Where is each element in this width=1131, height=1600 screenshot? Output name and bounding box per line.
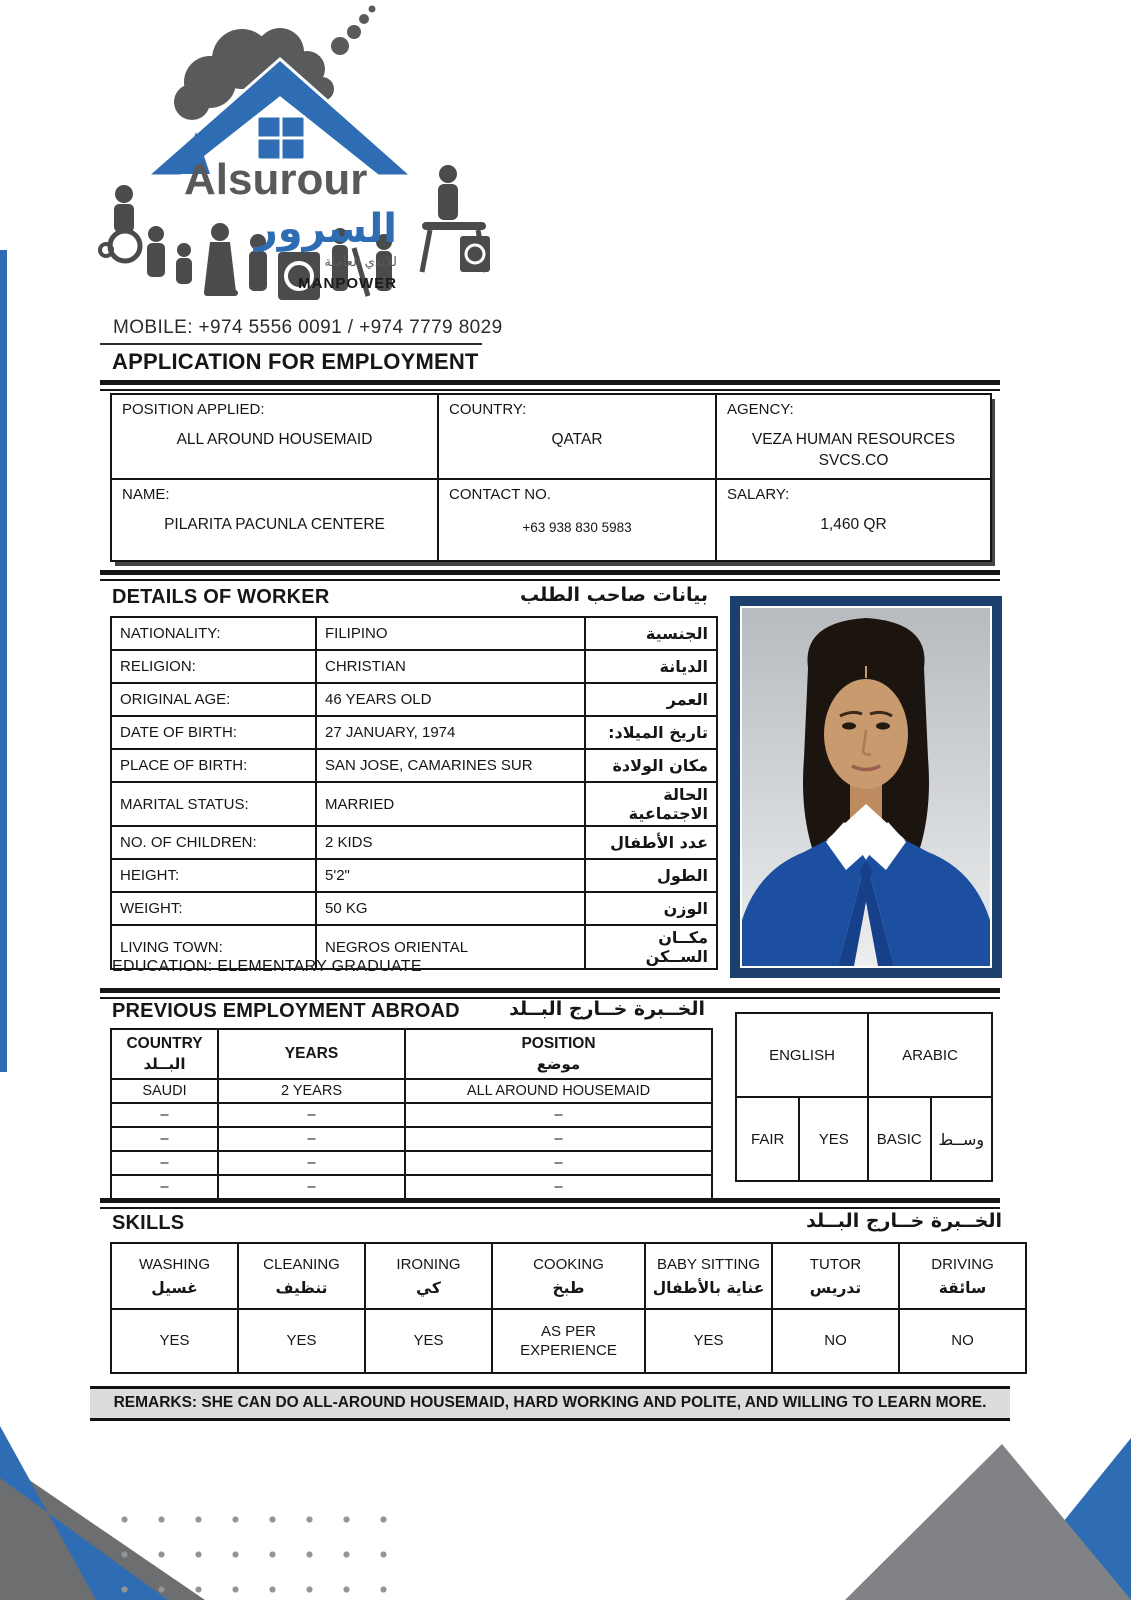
details-row [111,716,717,749]
skill-name: TUTOR [809,1255,862,1273]
agency-field [716,394,991,479]
skill-name: DRIVING [931,1255,994,1273]
skill-name-arabic: طبخ [552,1278,585,1297]
employment-row [111,1151,712,1175]
dot-grid-pattern [98,1494,398,1598]
employment-col-position [405,1029,712,1079]
brand-manpower-text: MANPOWER [298,275,397,292]
skill-value: YES [111,1309,238,1373]
brand-latin-text: Alsurour [184,155,368,204]
field-label: COUNTRY: [449,401,527,418]
worker-portrait-image [742,608,990,966]
field-label: SALARY: [727,485,790,503]
employment-cell: ALL AROUND HOUSEMAID [405,1079,712,1103]
skill-header [492,1243,645,1309]
employment-row [111,1079,712,1103]
field-value: +63 938 830 5983 [522,519,632,535]
employment-cell: – [218,1127,405,1151]
skill-value: NO [899,1309,1026,1373]
skill-name-arabic: سائقة [938,1278,987,1297]
skill-value: YES [238,1309,365,1373]
employment-cell: – [405,1151,712,1175]
arabic-label: ARABIC [868,1013,992,1097]
detail-value: MARRIED [316,782,585,826]
details-row [111,859,717,892]
skill-value: AS PER EXPERIENCE [492,1309,645,1373]
details-table [110,616,718,970]
detail-arabic: تاريخ الميلاد: [585,716,717,749]
arabic-level-arabic: وســط [931,1097,993,1181]
title-rule [100,380,1000,391]
skill-header [238,1243,365,1309]
name-field [111,479,438,561]
page-title: APPLICATION FOR EMPLOYMENT [112,349,479,374]
employment-section-title-arabic: الخــبرة خــارج البــلد [509,998,705,1020]
employment-section-title: PREVIOUS EMPLOYMENT ABROAD [112,1000,460,1022]
employment-cell: – [218,1151,405,1175]
employment-cell: 2 YEARS [218,1079,405,1103]
detail-label: PLACE OF BIRTH: [111,749,316,782]
skill-header [111,1243,238,1309]
brand-arabic-text: السرور [254,206,397,252]
field-value: VEZA HUMAN RESOURCES SVCS.CO [751,431,956,469]
detail-value: 2 KIDS [316,826,585,859]
employment-cell: – [111,1127,218,1151]
skill-header [365,1243,492,1309]
employment-row [111,1127,712,1151]
skill-name-arabic: تدريس [809,1278,862,1297]
english-value: YES [799,1097,868,1181]
field-value: ALL AROUND HOUSEMAID [176,431,373,448]
skill-name-arabic: عناية بالأطفال [652,1278,765,1297]
detail-value: NEGROS ORIENTAL [316,925,585,969]
field-label: AGENCY: [727,401,794,418]
field-label: NAME: [122,485,170,503]
employment-cell: – [111,1151,218,1175]
skill-value: YES [645,1309,772,1373]
details-section-rule [100,570,1000,581]
detail-arabic: الحالة الاجتماعية [585,782,717,826]
employment-cell: – [405,1103,712,1127]
field-value: 1,460 QR [820,515,887,533]
english-level: FAIR [736,1097,799,1181]
summary-row [111,479,991,561]
summary-row [111,394,991,479]
detail-label: RELIGION: [111,650,316,683]
detail-label: ORIGINAL AGE: [111,683,316,716]
detail-arabic: الديانة [585,650,717,683]
detail-value: 27 JANUARY, 1974 [316,716,585,749]
details-section-title: DETAILS OF WORKER [112,586,330,608]
left-accent-stripe [0,250,7,1072]
employment-row [111,1175,712,1199]
detail-value: 5'2" [316,859,585,892]
skill-header [645,1243,772,1309]
arabic-level: BASIC [868,1097,931,1181]
employment-cell: – [405,1127,712,1151]
skill-name-arabic: غسيل [151,1278,198,1297]
detail-value: 50 KG [316,892,585,925]
employment-cell: – [405,1175,712,1199]
field-value: QATAR [551,431,603,448]
detail-label: WEIGHT: [111,892,316,925]
contact-field [438,479,716,561]
detail-label: DATE OF BIRTH: [111,716,316,749]
logo-graphic [92,4,492,314]
employment-cell: – [111,1175,218,1199]
languages-table [735,1012,993,1182]
employment-col-country [111,1029,218,1079]
skill-header [772,1243,899,1309]
detail-arabic: مكان الولادة [585,749,717,782]
salary-field [716,479,991,561]
remarks-bar: REMARKS: SHE CAN DO ALL-AROUND HOUSEMAID, HARD WORKING AND POLITE, AND WILLING TO LEARN MORE. [90,1386,1010,1421]
detail-value: 46 YEARS OLD [316,683,585,716]
detail-value: CHRISTIAN [316,650,585,683]
skill-name-arabic: تنظيف [275,1278,328,1297]
detail-value: FILIPINO [316,617,585,650]
brand-tagline-arabic: للايدي العاملة [324,255,397,270]
details-row [111,826,717,859]
skill-name: WASHING [138,1255,211,1273]
detail-arabic: الجنسية [585,617,717,650]
skills-value-row [111,1309,1026,1373]
skill-value: NO [772,1309,899,1373]
mobile-number: MOBILE: +974 5556 0091 / +974 7779 8029 [113,317,503,338]
field-label: CONTACT NO. [449,485,551,503]
detail-label: MARITAL STATUS: [111,782,316,826]
skill-name: COOKING [533,1255,604,1273]
skills-section-title: SKILLS [112,1212,185,1234]
skill-name: BABY SITTING [656,1255,761,1273]
country-field [438,394,716,479]
field-label: POSITION APPLIED: [122,401,265,418]
skill-name: CLEANING [263,1255,340,1273]
details-row [111,892,717,925]
summary-table [110,393,992,562]
employment-cell: – [111,1103,218,1127]
mobile-underline [100,343,482,345]
skill-header [899,1243,1026,1309]
detail-label: HEIGHT: [111,859,316,892]
agency-logo [92,4,492,314]
skills-header-row [111,1243,1026,1309]
detail-arabic: مكــان الســكن [585,925,717,969]
employment-cell: – [218,1103,405,1127]
details-row [111,650,717,683]
employment-cell: SAUDI [111,1079,218,1103]
col-label: POSITION [521,1035,596,1052]
col-label: YEARS [284,1045,339,1062]
details-row [111,749,717,782]
detail-arabic: الوزن [585,892,717,925]
detail-arabic: العمر [585,683,717,716]
employment-row [111,1103,712,1127]
detail-value: SAN JOSE, CAMARINES SUR [316,749,585,782]
field-value: PILARITA PACUNLA CENTERE [164,515,385,533]
detail-label: NO. OF CHILDREN: [111,826,316,859]
employment-cell: – [218,1175,405,1199]
col-label-arabic: موضع [536,1055,581,1073]
detail-arabic: الطول [585,859,717,892]
position-applied-field [111,394,438,479]
education-line: EDUCATION: ELEMENTARY GRADUATE [112,958,422,975]
details-row [111,782,717,826]
skill-name: IRONING [396,1255,461,1273]
details-row [111,617,717,650]
detail-label: NATIONALITY: [111,617,316,650]
col-label-arabic: البــلد [143,1055,186,1073]
detail-label: LIVING TOWN: [111,925,316,969]
employment-col-years [218,1029,405,1079]
skills-section-rule [100,1198,1000,1209]
skill-name-arabic: كي [416,1278,441,1297]
employment-header-row [111,1029,712,1079]
details-section-title-arabic: بيانات صاحب الطلب [520,584,708,606]
languages-value-row [736,1097,992,1181]
skill-value: YES [365,1309,492,1373]
col-label: COUNTRY [126,1035,203,1052]
skills-section-title-arabic: الخــبرة خــارج البــلد [806,1210,1002,1232]
employment-table [110,1028,713,1200]
details-row [111,683,717,716]
languages-header-row [736,1013,992,1097]
english-label: ENGLISH [736,1013,868,1097]
detail-arabic: عدد الأطفال [585,826,717,859]
skills-table [110,1242,1027,1374]
worker-photo [730,596,1002,978]
